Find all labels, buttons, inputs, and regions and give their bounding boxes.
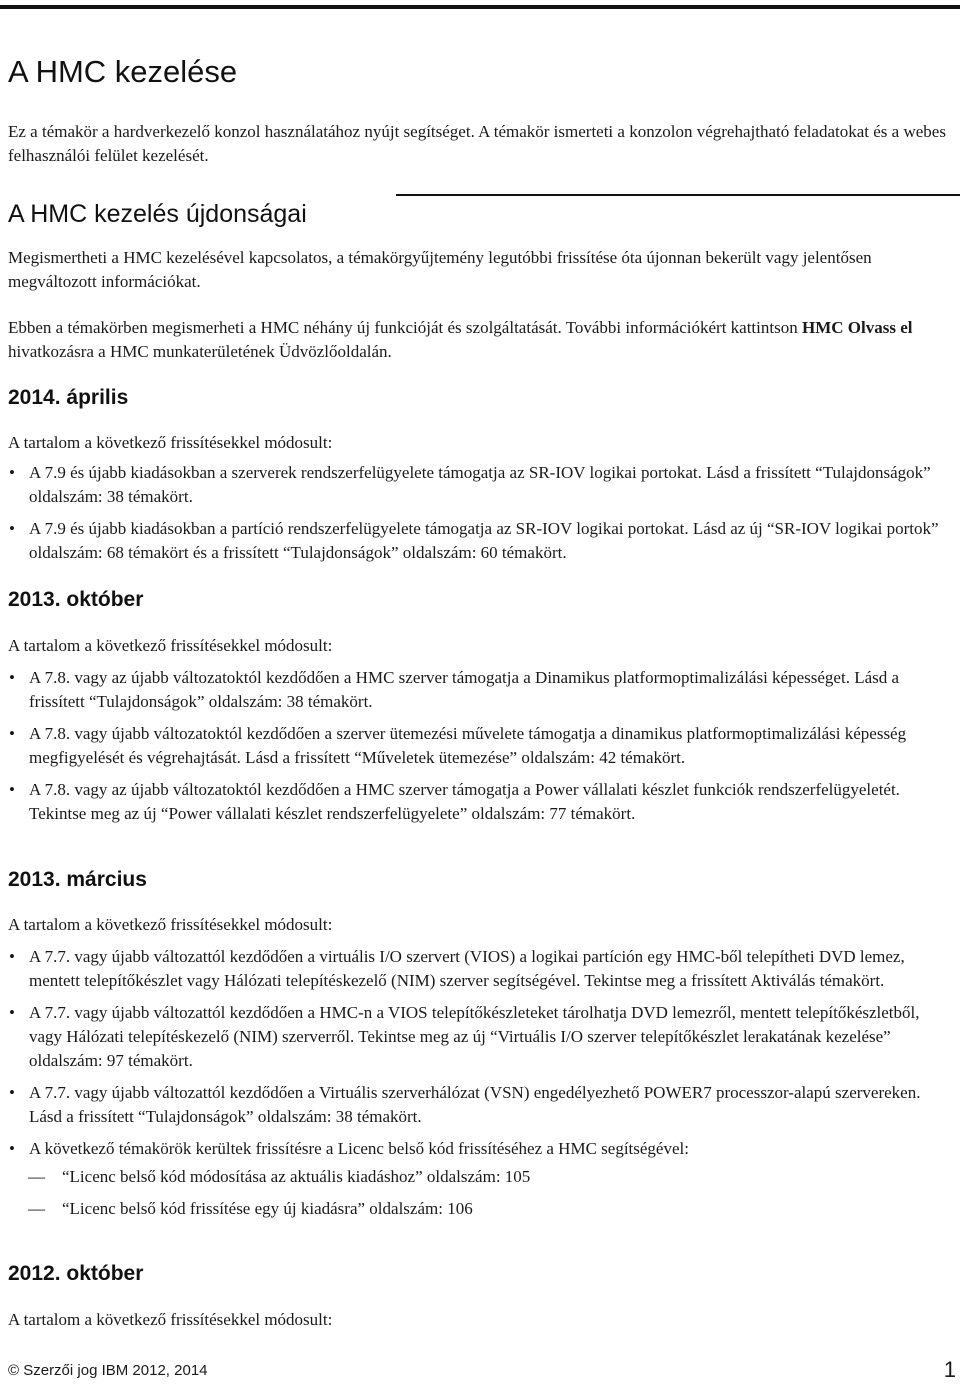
section-paragraph-1: Megismertheti a HMC kezelésével kapcsolatos, a témakörgyűjtemény legutóbbi frissítése óta újonnan bekerült vagy jelentősen megváltozott információkat. [8, 248, 872, 291]
list-item: • A 7.9 és újabb kiadásokban a szerverek rendszerfelügyelete támogatja az SR-IOV logikai portokat. Lásd a frissített “Tulajdonságok” oldalszám: 38 témakört. [8, 461, 948, 509]
hmc-readme-link[interactable]: HMC Olvass el [801, 318, 913, 337]
page-footer [8, 1357, 958, 1382]
update-heading: 2013. március [8, 868, 147, 891]
copyright-text: © Szerzői jog IBM 2012, 2014 [8, 1362, 208, 1379]
page-number: 1 [943, 1357, 956, 1382]
page-title: A HMC kezelése [8, 54, 238, 89]
update-lead: A tartalom a következő frissítésekkel módosult: [8, 1310, 333, 1329]
update-heading: 2013. október [8, 588, 144, 611]
update-lead: A tartalom a következő frissítésekkel módosult: [8, 433, 333, 452]
update-lead: A tartalom a következő frissítésekkel módosult: [8, 636, 333, 655]
sub-list-item[interactable]: — “Licenc belső kód frissítése egy új kiadásra” oldalszám: 106 [8, 1197, 948, 1221]
list-item: • A 7.8. vagy újabb változatoktól kezdődően a szerver ütemezési művelete támogatja a dinamikus platformoptimalizálási képesség megfigyelését és végrehajtását. Lásd a frissített “Műveletek ütemezése” oldalszám: 42 témakört. [8, 722, 948, 770]
list-item: • A 7.8. vagy az újabb változatoktól kezdődően a HMC szerver támogatja a Power vállalati készlet funkciók rendszerfelügyeletét. Tekintse meg az új “Power vállalati készlet rendszerfelügyelete” oldalszám: 77 témakört. [8, 778, 948, 826]
update-list [8, 945, 948, 1221]
list-item: • A 7.7. vagy újabb változattól kezdődően a virtuális I/O szervert (VIOS) a logikai partíción egy HMC-ből telepítheti DVD lemez, mentett telepítőkészlet vagy Hálózati telepítéskezelő (NIM) szerver segítségével. Tekintse meg a frissített Aktiválás témakört. [8, 945, 948, 993]
update-heading: 2014. április [8, 386, 129, 409]
update-2013-march [8, 868, 948, 1229]
list-item-text: A következő témakörök kerültek frissítésre a Licenc belső kód frissítéséhez a HMC segítségével: [29, 1139, 689, 1158]
list-item: • A 7.7. vagy újabb változattól kezdődően a Virtuális szerverhálózat (VSN) engedélyezhető POWER7 processzor-alapú szervereken. Lásd a frissített “Tulajdonságok” oldalszám: 38 témakört. [8, 1081, 948, 1129]
top-rule [0, 5, 960, 9]
update-2012-october [8, 1262, 948, 1332]
update-list [8, 461, 948, 565]
section-rule [396, 194, 960, 196]
section-heading: A HMC kezelés újdonságai [8, 200, 307, 228]
intro-paragraph: Ez a témakör a hardverkezelő konzol használatához nyújt segítséget. A témakör ismerteti a konzolon végrehajtható feladatokat és a webes felhasználói felület kezelését. [8, 122, 946, 165]
update-2014-april [8, 386, 948, 573]
section-paragraph-2-text-b: hivatkozásra a HMC munkaterületének Üdvözlőoldalán. [8, 342, 392, 361]
update-lead: A tartalom a következő frissítésekkel módosult: [8, 915, 333, 934]
list-item [8, 1137, 948, 1221]
update-2013-october [8, 588, 948, 834]
list-item: • A 7.8. vagy az újabb változatoktól kezdődően a HMC szerver támogatja a Dinamikus platformoptimalizálási képességet. Lásd a frissített “Tulajdonságok” oldalszám: 38 témakört. [8, 666, 948, 714]
intro-block [8, 120, 948, 168]
section-paragraph-2 [8, 316, 948, 364]
section-paragraph-2-text-a: Ebben a témakörben megismerheti a HMC néhány új funkcióját és szolgáltatását. További információkért kattintson [8, 318, 802, 337]
update-heading: 2012. október [8, 1262, 144, 1285]
update-list [8, 666, 948, 826]
list-item: • A 7.7. vagy újabb változattól kezdődően a HMC-n a VIOS telepítőkészleteket tárolhatja DVD lemezről, mentett telepítőkészletből, vagy Hálózati telepítéskezelő (NIM) szerverről. Tekintse meg az új “Virtuális I/O szerver telepítőkészlet lerakatának kezelése” oldalszám: 97 témakört. [8, 1001, 948, 1073]
section-body [8, 246, 948, 364]
list-item: • A 7.9 és újabb kiadásokban a partíció rendszerfelügyelete támogatja az SR-IOV logikai portokat. Lásd az új “SR-IOV logikai portok” oldalszám: 68 témakört és a frissített “Tulajdonságok” oldalszám: 60 témakört. [8, 517, 948, 565]
sub-list [8, 1165, 948, 1221]
sub-list-item[interactable]: — “Licenc belső kód módosítása az aktuális kiadáshoz” oldalszám: 105 [8, 1165, 948, 1189]
